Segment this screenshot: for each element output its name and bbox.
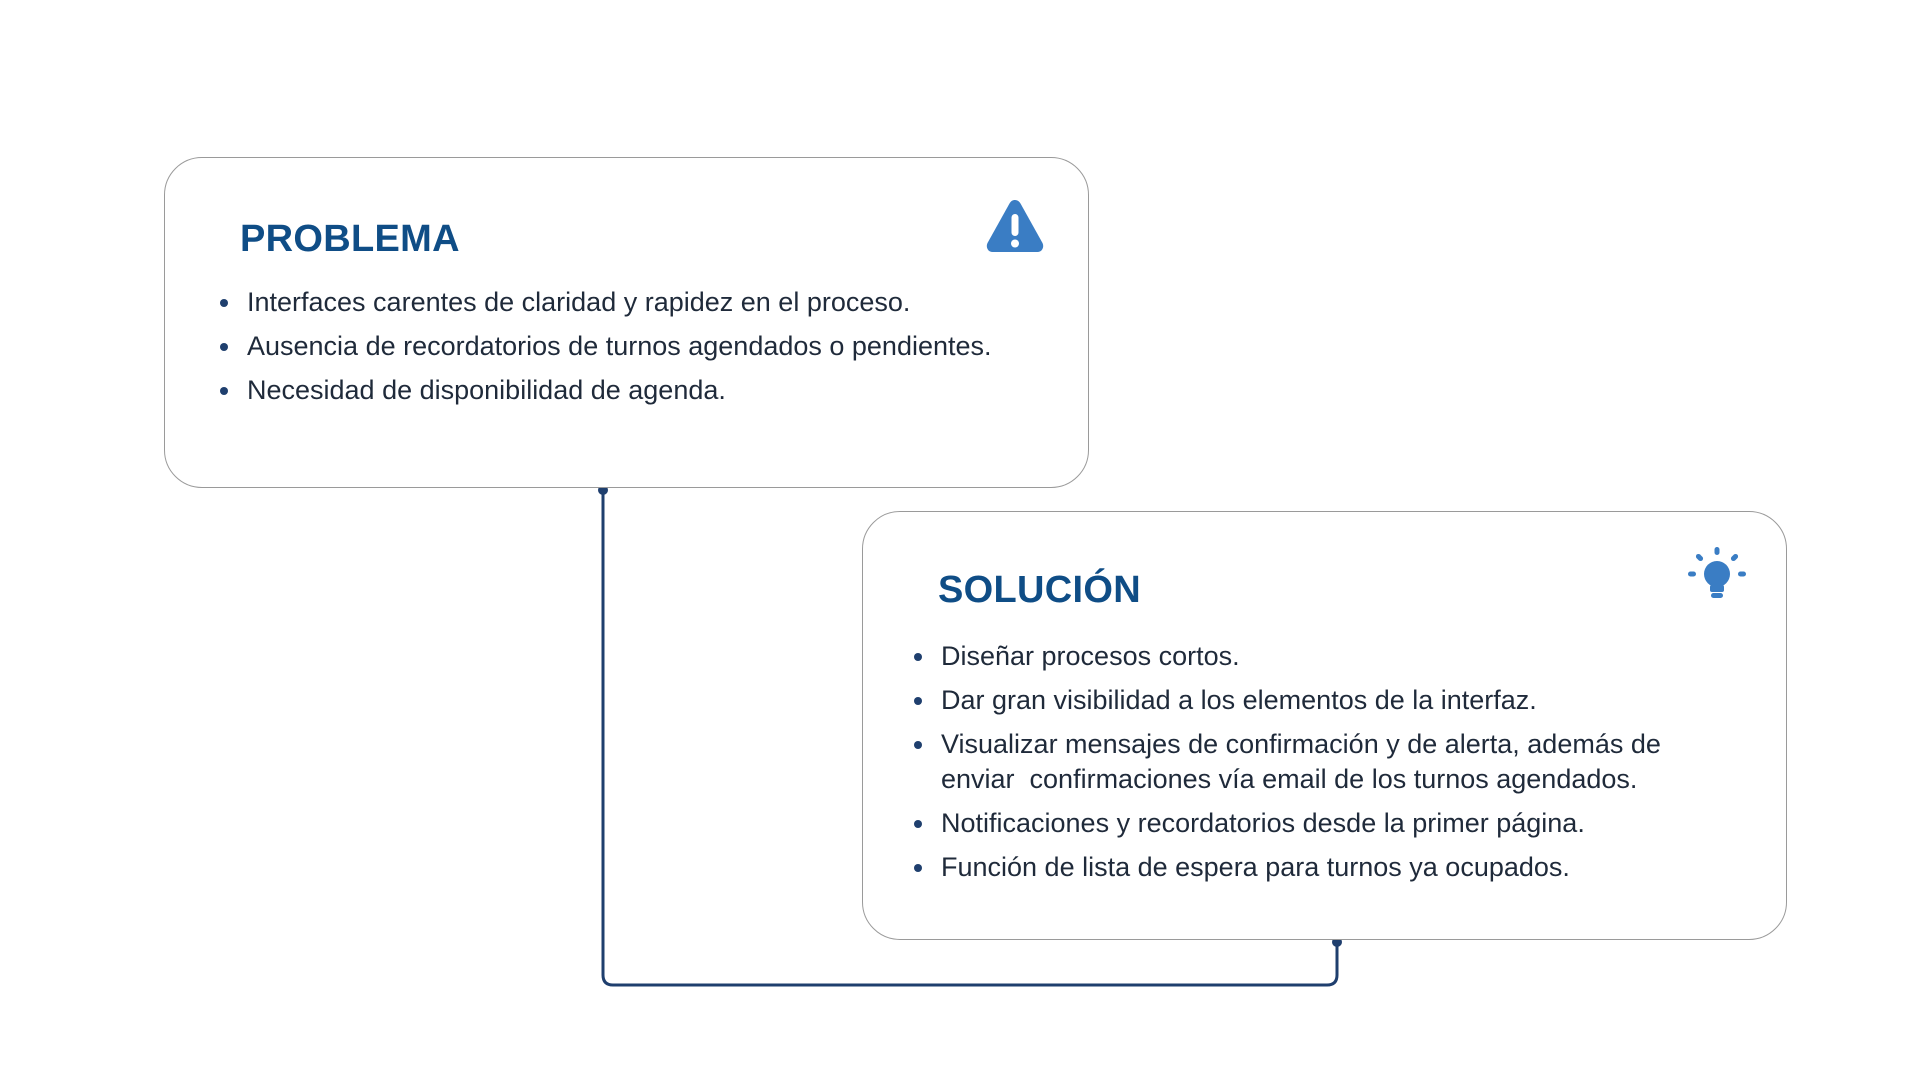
solution-item-text: Función de lista de espera para turnos ya ocupados. xyxy=(941,852,1570,882)
solution-item xyxy=(911,683,1711,718)
problem-card xyxy=(164,157,1089,488)
solution-item-text: Diseñar procesos cortos. xyxy=(941,641,1240,671)
bullet-dot xyxy=(914,741,922,749)
solution-item-text: Dar gran visibilidad a los elementos de la interfaz. xyxy=(941,685,1537,715)
problem-list xyxy=(217,285,1017,417)
solution-item xyxy=(911,639,1711,674)
bullet-dot xyxy=(914,697,922,705)
solution-item-text: Visualizar mensajes de confirmación y de alerta, además de enviar confirmaciones vía email de los turnos agendados. xyxy=(941,729,1669,794)
problem-item-text: Interfaces carentes de claridad y rapidez en el proceso. xyxy=(247,287,911,317)
solution-list xyxy=(911,639,1711,894)
problem-item-text: Ausencia de recordatorios de turnos agendados o pendientes. xyxy=(247,331,992,361)
lightbulb-icon xyxy=(1685,544,1749,608)
bullet-dot xyxy=(914,653,922,661)
problem-title: PROBLEMA xyxy=(240,218,460,260)
solution-title: SOLUCIÓN xyxy=(938,569,1141,611)
bullet-dot xyxy=(914,820,922,828)
problem-item xyxy=(217,285,1017,320)
solution-item xyxy=(911,727,1711,797)
problem-item xyxy=(217,373,1017,408)
problem-item-text: Necesidad de disponibilidad de agenda. xyxy=(247,375,726,405)
solution-item xyxy=(911,850,1711,885)
problem-item xyxy=(217,329,1017,364)
solution-item-text: Notificaciones y recordatorios desde la primer página. xyxy=(941,808,1585,838)
bullet-dot xyxy=(220,343,228,351)
warning-triangle-icon xyxy=(983,194,1047,258)
solution-card xyxy=(862,511,1787,940)
bullet-dot xyxy=(914,864,922,872)
bullet-dot xyxy=(220,299,228,307)
solution-item xyxy=(911,806,1711,841)
bullet-dot xyxy=(220,387,228,395)
